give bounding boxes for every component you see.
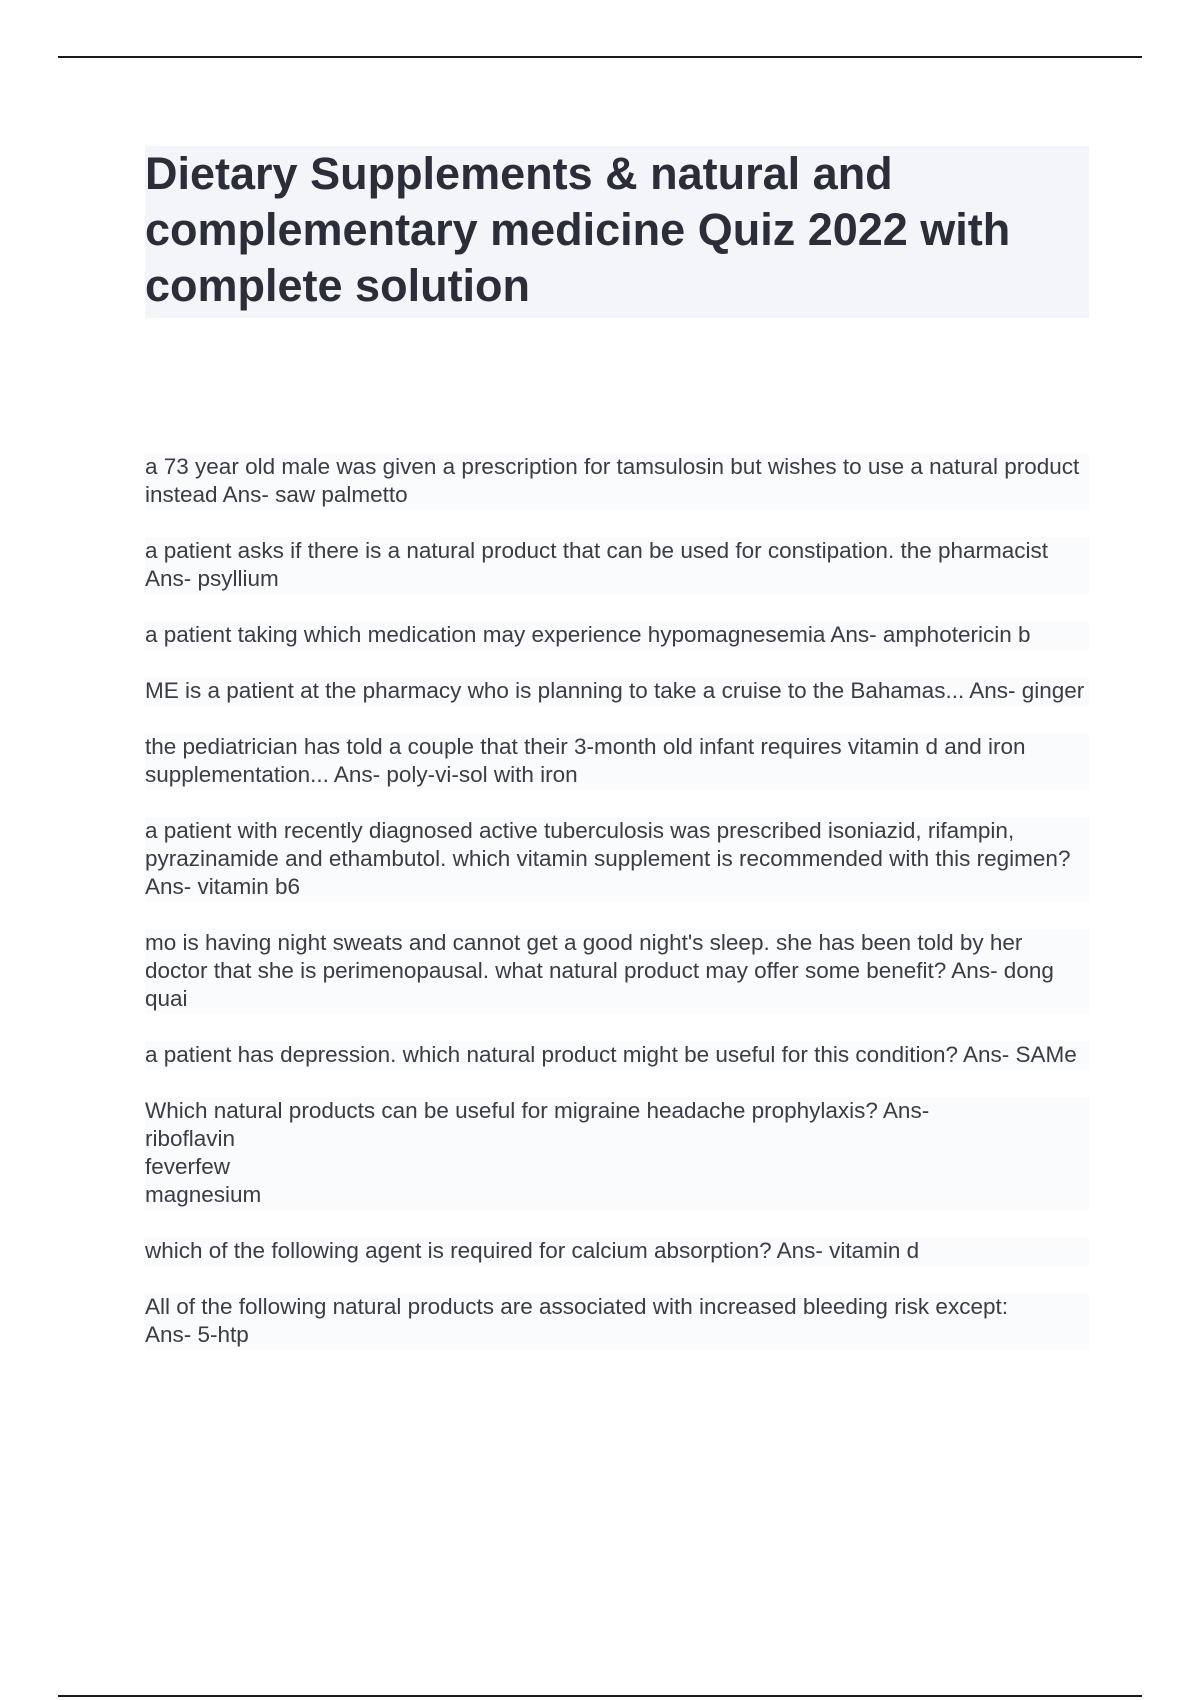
- qa-item: a 73 year old male was given a prescription for tamsulosin but wishes to use a natural product instead Ans- saw palmetto: [145, 453, 1089, 509]
- qa-item: a patient taking which medication may experience hypomagnesemia Ans- amphotericin b: [145, 621, 1089, 649]
- qa-item: a patient asks if there is a natural product that can be used for constipation. the pharmacist Ans- psyllium: [145, 537, 1089, 593]
- qa-item: a patient has depression. which natural product might be useful for this condition? Ans- SAMe: [145, 1041, 1089, 1069]
- header-rule: [58, 56, 1142, 58]
- qa-item: ME is a patient at the pharmacy who is planning to take a cruise to the Bahamas... Ans- ginger: [145, 677, 1089, 705]
- qa-item: a patient with recently diagnosed active tuberculosis was prescribed isoniazid, rifampin, pyrazinamide and ethambutol. which vitamin supplement is recommended with this regimen? Ans- vitamin b6: [145, 817, 1089, 901]
- qa-list: [145, 453, 1089, 1377]
- qa-item: Which natural products can be useful for migraine headache prophylaxis? Ans- riboflavin feverfew magnesium: [145, 1097, 1089, 1209]
- title-block: [145, 146, 1089, 318]
- qa-item: All of the following natural products are associated with increased bleeding risk except: Ans- 5-htp: [145, 1293, 1089, 1349]
- qa-item: mo is having night sweats and cannot get a good night's sleep. she has been told by her doctor that she is perimenopausal. what natural product may offer some benefit? Ans- dong quai: [145, 929, 1089, 1013]
- qa-item: which of the following agent is required for calcium absorption? Ans- vitamin d: [145, 1237, 1089, 1265]
- document-title: Dietary Supplements & natural and complementary medicine Quiz 2022 with complete solution: [145, 148, 1011, 311]
- qa-item: the pediatrician has told a couple that their 3-month old infant requires vitamin d and iron supplementation... Ans- poly-vi-sol with iron: [145, 733, 1089, 789]
- footer-rule: [58, 1695, 1142, 1697]
